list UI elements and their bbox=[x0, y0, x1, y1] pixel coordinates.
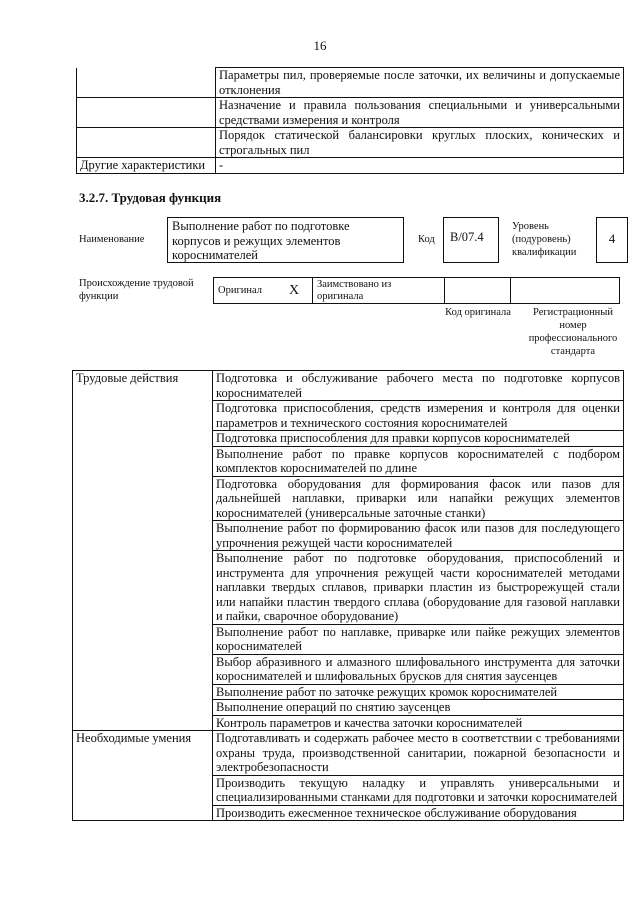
function-name-box: Выполнение работ по подготовке корпусов и режущих элементов короснимателей bbox=[167, 217, 404, 263]
empty-category-cell bbox=[77, 68, 216, 98]
labor-action-item: Подготовка приспособления для правки корпусов короснимателей bbox=[213, 431, 624, 447]
qualification-level-box: 4 bbox=[596, 217, 628, 263]
labor-action-item: Выполнение работ по наплавке, приварке или пайке режущих элементов короснимателей bbox=[213, 624, 624, 654]
table-row bbox=[77, 128, 624, 158]
labor-action-item: Выполнение работ по подготовке оборудования, приспособлений и инструмента для упрочнения режущей части короснимателей методами наплавки твердых сплавов, приварки пластин из быстрорежущей стали или напайки пластин твердого сплава (оборудование для газовой наплавки и пайки, сварочное оборудование) bbox=[213, 551, 624, 625]
original-label: Оригинал bbox=[214, 278, 277, 304]
function-code-box: B/07.4 bbox=[443, 217, 499, 263]
reg-number-cell bbox=[511, 278, 620, 304]
table-row bbox=[77, 158, 624, 174]
origin-table bbox=[213, 277, 620, 304]
other-characteristics-value: - bbox=[216, 158, 624, 174]
borrowed-label: Заимствовано из оригинала bbox=[313, 278, 445, 304]
original-mark: X bbox=[276, 278, 313, 304]
function-details-table bbox=[72, 370, 624, 821]
labor-action-item: Подготовка оборудования для формирования фасок или пазов для дальнейшей наплавки, приварки или напайки режущих элементов короснимателей (универсальные заточные станки) bbox=[213, 476, 624, 521]
labor-action-item: Выполнение работ по правке корпусов короснимателей с подбором комплектов короснимателей по длине bbox=[213, 446, 624, 476]
required-skills-label: Необходимые умения bbox=[73, 731, 213, 821]
labor-action-item: Подготовка и обслуживание рабочего места по подготовке корпусов короснимателей bbox=[213, 371, 624, 401]
origin-code-label: Код оригинала bbox=[445, 307, 511, 318]
empty-category-cell bbox=[77, 98, 216, 128]
skill-item: Производить ежесменное техническое обслуживание оборудования bbox=[213, 805, 624, 821]
empty-category-cell bbox=[77, 128, 216, 158]
labor-action-item: Выбор абразивного и алмазного шлифовального инструмента для заточки короснимателей и шлифовальных брусков для снятия заусенцев bbox=[213, 654, 624, 684]
knowledge-item: Порядок статической балансировки круглых плоских, конических и строгальных пил bbox=[216, 128, 624, 158]
page-number: 16 bbox=[313, 38, 327, 53]
table-row bbox=[214, 278, 620, 304]
origin-code-cell bbox=[445, 278, 511, 304]
reg-number-label: Регистрационный номер профессионального стандарта bbox=[528, 307, 618, 357]
labor-action-item: Подготовка приспособления, средств измерения и контроля для оценки параметров и технического состояния короснимателей bbox=[213, 401, 624, 431]
labor-action-item: Контроль параметров и качества заточки короснимателей bbox=[213, 715, 624, 731]
table-row bbox=[73, 371, 624, 401]
other-characteristics-label: Другие характеристики bbox=[77, 158, 216, 174]
knowledge-item: Назначение и правила пользования специальными и универсальными средствами измерения и контроля bbox=[216, 98, 624, 128]
qualification-level-label: Уровень (подуровень) квалификации bbox=[512, 221, 577, 258]
continuation-table bbox=[76, 67, 624, 174]
labor-action-item: Выполнение операций по снятию заусенцев bbox=[213, 700, 624, 716]
labor-actions-label: Трудовые действия bbox=[73, 371, 213, 731]
name-label: Наименование bbox=[79, 234, 145, 245]
labor-action-item: Выполнение работ по заточке режущих кромок короснимателей bbox=[213, 684, 624, 700]
knowledge-item: Параметры пил, проверяемые после заточки, их величины и допускаемые отклонения bbox=[216, 68, 624, 98]
code-label: Код bbox=[418, 234, 435, 245]
table-row bbox=[77, 98, 624, 128]
origin-label: Происхождение трудовой функции bbox=[79, 278, 194, 302]
labor-action-item: Выполнение работ по формированию фасок или пазов для последующего упрочнения режущей части короснимателей bbox=[213, 521, 624, 551]
skill-item: Производить текущую наладку и управлять универсальными и специализированными станками для подготовки и заточки короснимателей bbox=[213, 775, 624, 805]
table-row bbox=[77, 68, 624, 98]
table-row bbox=[73, 731, 624, 776]
section-title: 3.2.7. Трудовая функция bbox=[79, 190, 222, 205]
skill-item: Подготавливать и содержать рабочее место в соответствии с требованиями охраны труда, производственной санитарии, пожарной безопасности и электробезопасности bbox=[213, 731, 624, 776]
